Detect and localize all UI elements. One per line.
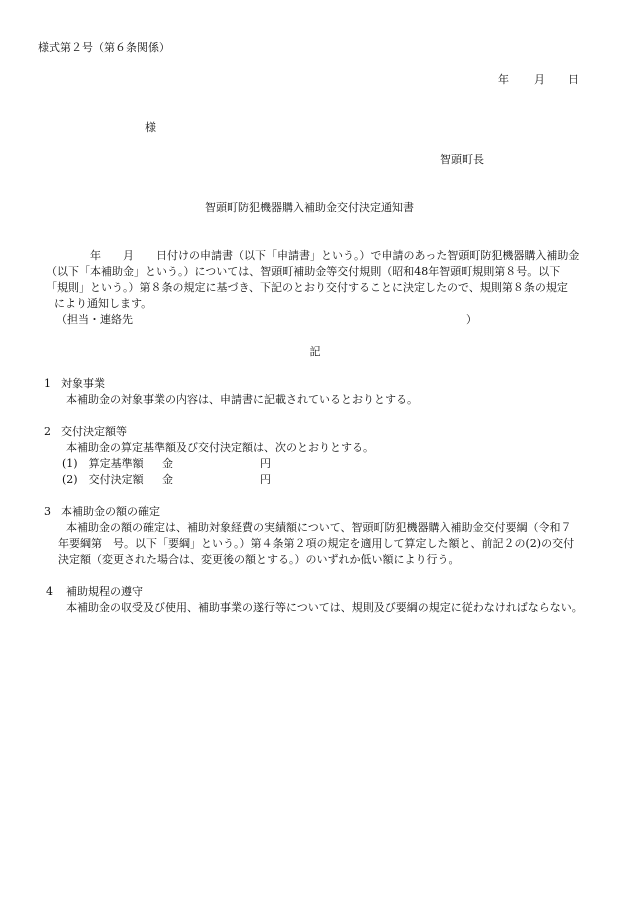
document-title: 智頭町防犯機器購入補助金交付決定通知書	[205, 201, 414, 214]
contact-line	[56, 313, 476, 327]
date-line	[498, 73, 588, 87]
section-2-title: 交付決定額等	[61, 425, 127, 438]
amount-label-2: (2) 交付決定額	[62, 473, 144, 486]
amount-unit-1: 円	[260, 457, 271, 470]
sender-name: 智頭町長	[440, 153, 484, 166]
section-2-body: 本補助金の算定基準額及び交付決定額は、次のとおりとする。	[66, 441, 374, 454]
section-3-line-3: 決定額（変更された場合は、変更後の額とする。）のいずれか低い額により行う。	[58, 553, 460, 566]
amount-unit-2: 円	[260, 473, 271, 486]
section-4-body: 本補助金の収受及び使用、補助事業の遂行等については、規則及び要綱の規定に従わなければならない。	[66, 601, 583, 614]
ki-marker: 記	[309, 345, 321, 358]
amount-currency-2: 金	[162, 473, 173, 486]
section-3-heading	[44, 505, 244, 519]
section-4-title: 補助規程の遵守	[66, 585, 143, 598]
section-4-heading	[46, 585, 246, 599]
section-1-number: 1	[44, 377, 51, 390]
intro-line-1: 年 月 日付けの申請書（以下「申請書」という。）で申請のあった智頭町防犯機器購入補助金	[90, 249, 580, 262]
section-3-line-2: 年要綱第 号。以下「要綱」という。）第４条第２項の規定を適用して算定した額と、前記２の(2)の交付	[58, 537, 575, 550]
amount-label-1: (1) 算定基準額	[62, 457, 144, 470]
form-label: 様式第２号（第６条関係）	[38, 41, 170, 54]
addressee-suffix: 様	[145, 121, 156, 134]
amount-row-1	[62, 457, 282, 471]
section-1-heading	[44, 377, 244, 391]
intro-line-3: 「規則」という。）第８条の規定に基づき、下記のとおり交付することに決定したので、規則第８条の規定	[46, 281, 568, 294]
section-2-number: 2	[44, 425, 51, 438]
section-3-number: 3	[44, 505, 51, 518]
section-3-title: 本補助金の額の確定	[61, 505, 160, 518]
contact-open: （担当・連絡先	[56, 313, 133, 326]
section-1-title: 対象事業	[61, 377, 105, 390]
contact-close: ）	[466, 313, 477, 326]
amount-row-2	[62, 473, 282, 487]
amount-currency-1: 金	[162, 457, 173, 470]
section-2-heading	[44, 425, 244, 439]
intro-line-4: により通知します。	[54, 297, 153, 310]
month-unit: 月	[534, 73, 545, 86]
section-3-line-1: 本補助金の額の確定は、補助対象経費の実績額について、智頭町防犯機器購入補助金交付要綱（令和７	[66, 521, 572, 534]
section-1-body: 本補助金の対象事業の内容は、申請書に記載されているとおりとする。	[66, 393, 418, 406]
day-unit: 日	[568, 73, 579, 86]
section-4-number: 4	[46, 585, 53, 598]
intro-line-2: （以下「本補助金」という。）については、智頭町補助金等交付規則（昭和48年智頭町規則第８号。以下	[46, 265, 561, 278]
year-unit: 年	[498, 73, 509, 86]
